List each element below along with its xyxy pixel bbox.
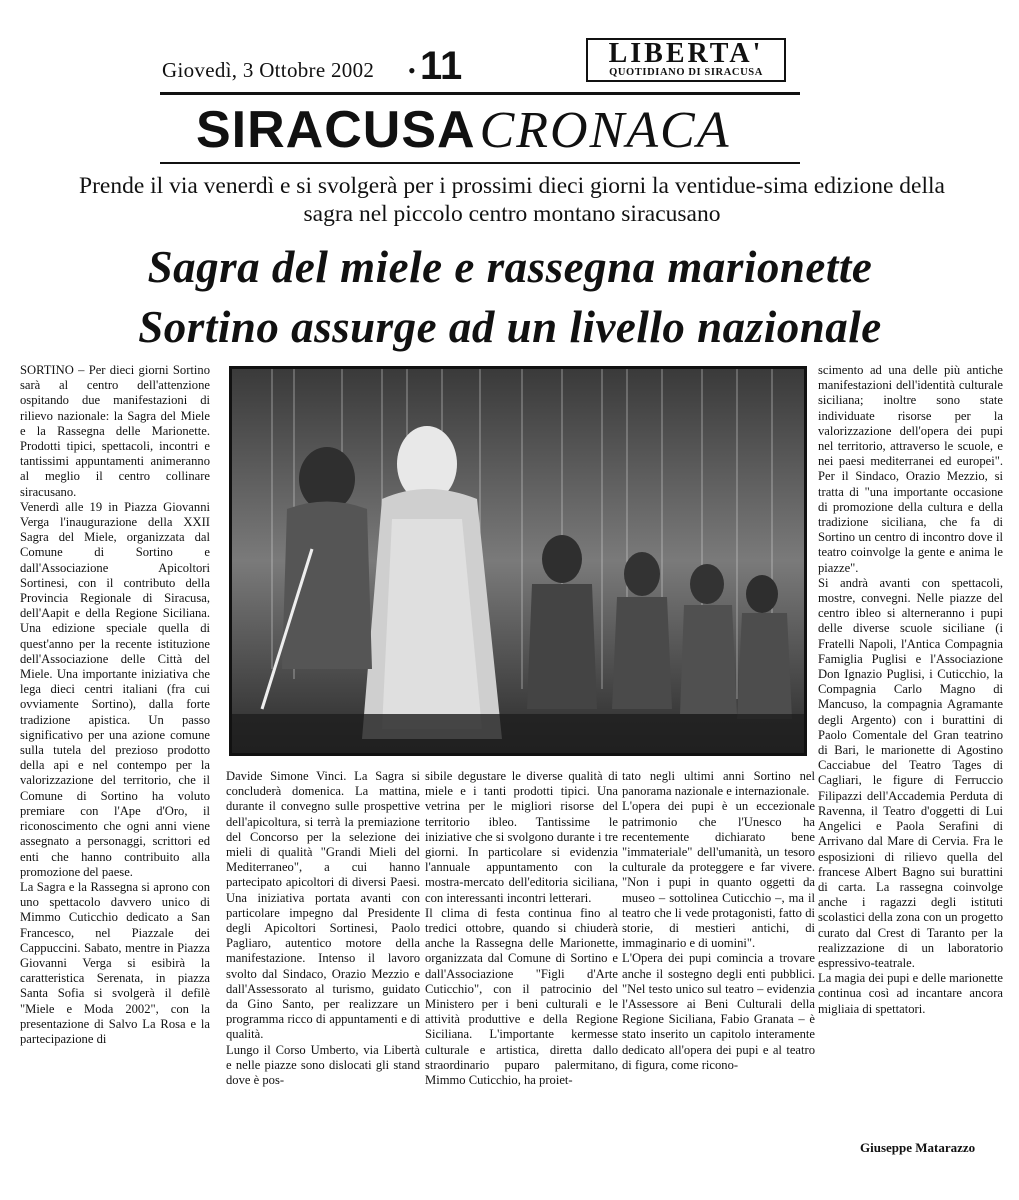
article-column-1 [20, 363, 210, 1047]
author-signature: Giuseppe Matarazzo [860, 1140, 976, 1155]
section-title [196, 100, 730, 161]
paragraph: sibile degustare le diverse qualità di miele e i tanti prodotti tipici. Una vetrina per le migliori risorse del territorio ibleo. Tantissime le iniziative che si svolgono durante i tre giorni. In particolare si evidenzia l'annuale appuntamento con la mostra-mercato dell'editoria siciliana, con interessanti incontri letterari. [425, 769, 618, 905]
paragraph: Lungo il Corso Umberto, via Libertà e nelle piazze sono dislocati gli stand dove è pos- [226, 1042, 420, 1088]
article-column-5 [818, 363, 1003, 1017]
paragraph: L'opera dei pupi è un eccezionale patrimonio che l'Unesco ha recentemente dichiarato bene "immateriale" dell'umanità, un tesoro culturale da proteggere e far vivere. "Non i pupi in quanto oggetti da museo – sottolinea Cuticchio –, ma il teatro che li vede protagonisti, fatto di storie, di mestieri antichi, di immaginario e di uomini". [622, 799, 815, 951]
date-separator-bullet: • [408, 58, 416, 83]
paragraph: L'Opera dei pupi comincia a trovare anche il sostegno degli enti pubblici. "Nel testo unico sul teatro – evidenzia l'Assessore ai Beni Culturali della Regione Siciliana, Fabio Granata – è stato inserito un capitolo interamente dedicato all'opera dei pupi e al teatro di figura, come ricono- [622, 951, 815, 1072]
logo-name: LIBERTA' [608, 38, 764, 69]
article-column-3 [425, 769, 618, 1088]
page-number: 11 [420, 44, 463, 88]
paragraph: Il clima di festa continua fino al tredici ottobre, quando si chiuderà anche la Rassegna delle Marionette, organizzata dal Comune di Sortino e dall'Associazione "Figli d'Arte Cuticchio", con il patrocinio del Ministero per i beni culturali e le attività produttive e della Regione Siciliana. L'importante kermesse culturale e artistica, diretta dallo straordinario puparo palermitano, Mimmo Cuticchio, ha proiet- [425, 905, 618, 1088]
section-city: SIRACUSA [196, 101, 476, 159]
paragraph: Davide Simone Vinci. La Sagra si concluderà domenica. La mattina, durante il convegno sulle prospettive dell'apicoltura, si terrà la premiazione del Concorso per la selezione dei mieli di qualità "Grandi Mieli del Mediterraneo", a cui hanno partecipato apicoltori di diversi Paesi. Una iniziativa portata avanti con particolare impegno dal Presidente degli Apicoltori Sortinesi, Paolo Pagliaro, autentico motore della manifestazione. Intenso il lavoro svolto dal Sindaco, Orazio Mezzio e dall'Assessorato al turismo, guidato da Gino Santo, per realizzare un programma ricco di appuntamenti e di qualità. [226, 769, 420, 1042]
paragraph: La magia dei pupi e delle marionette continua così ad incantare ancora migliaia di spettatori. [818, 971, 1003, 1016]
paragraph: La Sagra e la Rassegna si aprono con uno spettacolo davvero unico di Mimmo Cuticchio dedicato a San Francesco, nel Piazzale dei Cappuccini. Sabato, mentre in Piazza Giovanni Verga si esibirà la caratteristica Serenata, in piazza Santa Sofia si svolgerà il defilè "Miele e Moda 2002", con la presentazione di Salvo La Rosa e la partecipazione di [20, 879, 210, 1046]
issue-date: Giovedì, 3 Ottobre 2002 [162, 58, 375, 82]
kicker: Prende il via venerdì e si svolgerà per i prossimi dieci giorni la ventidue-sima edizione della sagra nel piccolo centro montano siracusano [79, 173, 945, 227]
paragraph: Venerdì alle 19 in Piazza Giovanni Verga l'inaugurazione della XXII Sagra del Miele, organizzata dal Comune di Sortino e dall'Associazione Apicoltori Sortinesi, con il contributo della Provincia Regionale di Siracusa, dell'Aapit e della Regione Siciliana. Una edizione speciale quella di quest'anno per la recente istituzione dell'Associazione delle Città del Miele. Una importante iniziativa che lega dieci centri italiani (fra cui ovviamente Sortino), dalla forte tradizione apistica. Un passo significativo per una azione comune sulla tutela del prezioso prodotto della api e nel contempo per la valorizzazione del territorio, che il Comune di Sortino ha voluto premiare con l'Ape d'Oro, il riconoscimento che ogni anni viene assegnato a personaggi, scrittori ed enti che hanno contribuito alla promozione del paese. [20, 499, 210, 879]
paragraph: tato negli ultimi anni Sortino nel panorama nazionale e internazionale. [622, 769, 815, 799]
section-rule [160, 162, 800, 164]
paragraph: SORTINO – Per dieci giorni Sortino sarà al centro dell'attenzione ospitando due manifestazioni di rilievo nazionale: la Sagra del Miele e la Rassegna delle Marionette. Prodotti tipici, spettacoli, incontri e tantissimi appuntamenti animeranno al meglio il centro collinare siracusano. [20, 363, 210, 499]
headline-line-2: Sortino assurge ad un livello nazionale [138, 302, 882, 352]
logo-subtitle: QUOTIDIANO DI SIRACUSA [609, 67, 763, 78]
paragraph: scimento ad una delle più antiche manifestazioni dell'identità culturale siciliana; inoltre sono state individuate risorse per la valorizzazione dell'opera dei pupi nel territorio, attraverso le scuole, e nei paesi mediterranei ed europei". Per il Sindaco, Orazio Mezzio, si tratta di "una importante occasione di promozione della cultura e della tradizione siciliana, che fa di Sortino un centro di incontro dove il teatro coinvolge la gente e anima le piazze". [818, 363, 1003, 575]
headline-line-1: Sagra del miele e rassegna marionette [147, 242, 873, 292]
paragraph: Si andrà avanti con spettacoli, mostre, convegni. Nelle piazze del centro ibleo si alterneranno i pupi delle diverse scuole siciliane (i Fratelli Napoli, l'Antica Compagnia Famiglia Puglisi e l'Associazione Don Ignazio Puglisi, i Cuticchio, la Compagnia Carlo Magno di Mancuso, la compagnia Agramante degli Argento) con i burattini di Paolo Comentale del Gran teatrino di Bari, le marionette di Agostino Cacciabue del Teatro Tages di Cagliari, le figure di Ferruccio Filipazzi dell'Accademia Perduta di Ravenna, il Teatro d'oggetti di Lui Angelici e Paola Serafini di Arrivano dal Mare di Cervia. Fra le esposizioni di rilievo quella del francese Albert Bagno sui burattini di carta. La rassegna coinvolge anche i ragazzi degli istituti scolastici della zona con un progetto curato dal Crest di Taranto per la realizzazione di un laboratorio espressivo-teatrale. [818, 575, 1003, 970]
article-column-4 [622, 769, 815, 1073]
newspaper-logo [586, 38, 786, 82]
marionette-photo [229, 366, 807, 756]
masthead-rule [160, 92, 800, 95]
article-column-2 [226, 769, 420, 1088]
section-label: CRONACA [479, 102, 731, 159]
